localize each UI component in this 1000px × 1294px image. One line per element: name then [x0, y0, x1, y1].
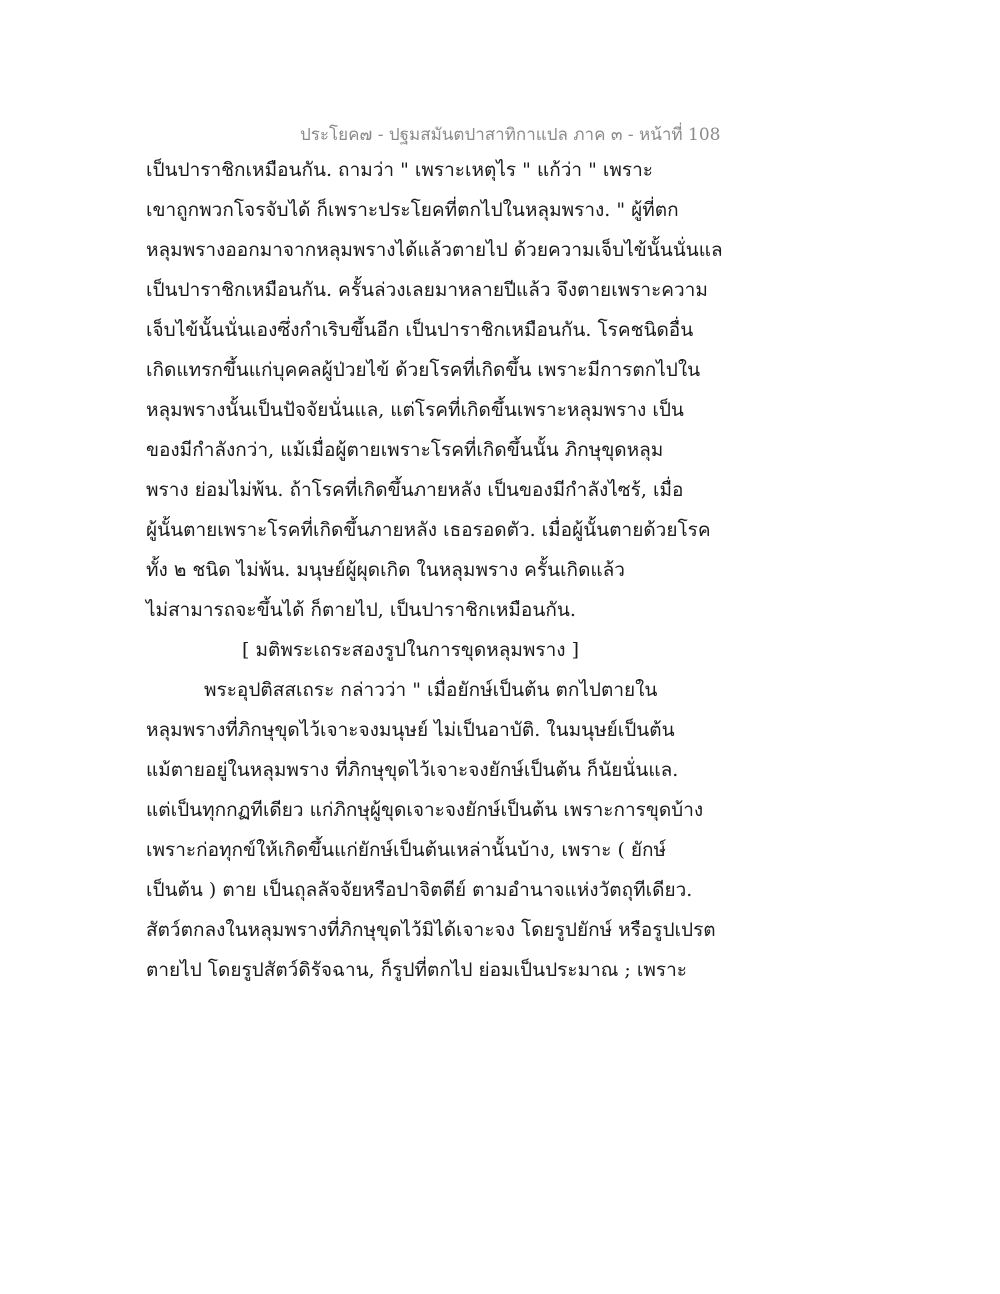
text-line: เป็นปาราชิกเหมือนกัน. ครั้นล่วงเลยมาหลายปีแล้ว จึงตายเพราะความ: [146, 279, 708, 301]
text-line: แต่เป็นทุกกฏทีเดียว แก่ภิกษุผู้ขุดเจาะจงยักษ์เป็นต้น เพราะการขุดบ้าง: [146, 799, 704, 821]
section-heading: [ มติพระเถระสองรูปในการขุดหลุมพราง ]: [242, 639, 579, 661]
text-line: เขาถูกพวกโจรจับได้ ก็เพราะประโยคที่ตกไปในหลุมพราง. " ผู้ที่ตก: [146, 199, 679, 221]
body-text: [146, 150, 746, 990]
text-line: หลุมพรางออกมาจากหลุมพรางได้แล้วตายไป ด้วยความเจ็บไข้นั้นนั่นแล: [146, 239, 723, 261]
text-line: เกิดแทรกขึ้นแก่บุคคลผู้ป่วยไข้ ด้วยโรคที่เกิดขึ้น เพราะมีการตกไปใน: [146, 359, 701, 381]
text-line: เพราะก่อทุกข์ให้เกิดขึ้นแก่ยักษ์เป็นต้นเหล่านั้นบ้าง, เพราะ ( ยักษ์: [146, 839, 667, 861]
text-line: ทั้ง ๒ ชนิด ไม่พ้น. มนุษย์ผู้ผุดเกิด ในหลุมพราง ครั้นเกิดแล้ว: [146, 559, 625, 581]
text-line: เป็นปาราชิกเหมือนกัน. ถามว่า " เพราะเหตุไร " แก้ว่า " เพราะ: [146, 159, 653, 181]
text-line: หลุมพรางนั้นเป็นปัจจัยนั่นแล, แต่โรคที่เกิดขึ้นเพราะหลุมพราง เป็น: [146, 399, 684, 421]
text-line: เจ็บไข้นั้นนั่นเองซึ่งกำเริบขึ้นอีก เป็นปาราชิกเหมือนกัน. โรคชนิดอื่น: [146, 319, 694, 341]
text-line: หลุมพรางที่ภิกษุขุดไว้เจาะจงมนุษย์ ไม่เป็นอาบัติ. ในมนุษย์เป็นต้น: [146, 719, 675, 741]
text-line: แม้ตายอยู่ในหลุมพราง ที่ภิกษุขุดไว้เจาะจงยักษ์เป็นต้น ก็นัยนั่นแล.: [146, 759, 679, 781]
paragraph-first-line: พระอุปติสสเถระ กล่าวว่า " เมื่อยักษ์เป็นต้น ตกไปตายใน: [204, 679, 658, 701]
text-line: ไม่สามารถจะขึ้นได้ ก็ตายไป, เป็นปาราชิกเหมือนกัน.: [146, 599, 576, 621]
text-line: ผู้นั้นตายเพราะโรคที่เกิดขึ้นภายหลัง เธอรอดตัว. เมื่อผู้นั้นตายด้วยโรค: [146, 519, 711, 541]
text-line: สัตว์ตกลงในหลุมพรางที่ภิกษุขุดไว้มิได้เจาะจง โดยรูปยักษ์ หรือรูปเปรต: [146, 919, 716, 941]
text-line: ตายไป โดยรูปสัตว์ดิรัจฉาน, ก็รูปที่ตกไป ย่อมเป็นประมาณ ; เพราะ: [146, 959, 687, 981]
text-line: ของมีกำลังกว่า, แม้เมื่อผู้ตายเพราะโรคที่เกิดขึ้นนั้น ภิกษุขุดหลุม: [146, 439, 664, 461]
text-line: พราง ย่อมไม่พ้น. ถ้าโรคที่เกิดขึ้นภายหลัง เป็นของมีกำลังไซร้, เมื่อ: [146, 479, 684, 501]
running-header: ประโยค๗ - ปฐมสมันตปาสาทิกาแปล ภาค ๓ - หน้าที่ 108: [300, 125, 721, 145]
text-line: เป็นต้น ) ตาย เป็นถุลลัจจัยหรือปาจิตตีย์ ตามอำนาจแห่งวัตถุทีเดียว.: [146, 879, 693, 901]
